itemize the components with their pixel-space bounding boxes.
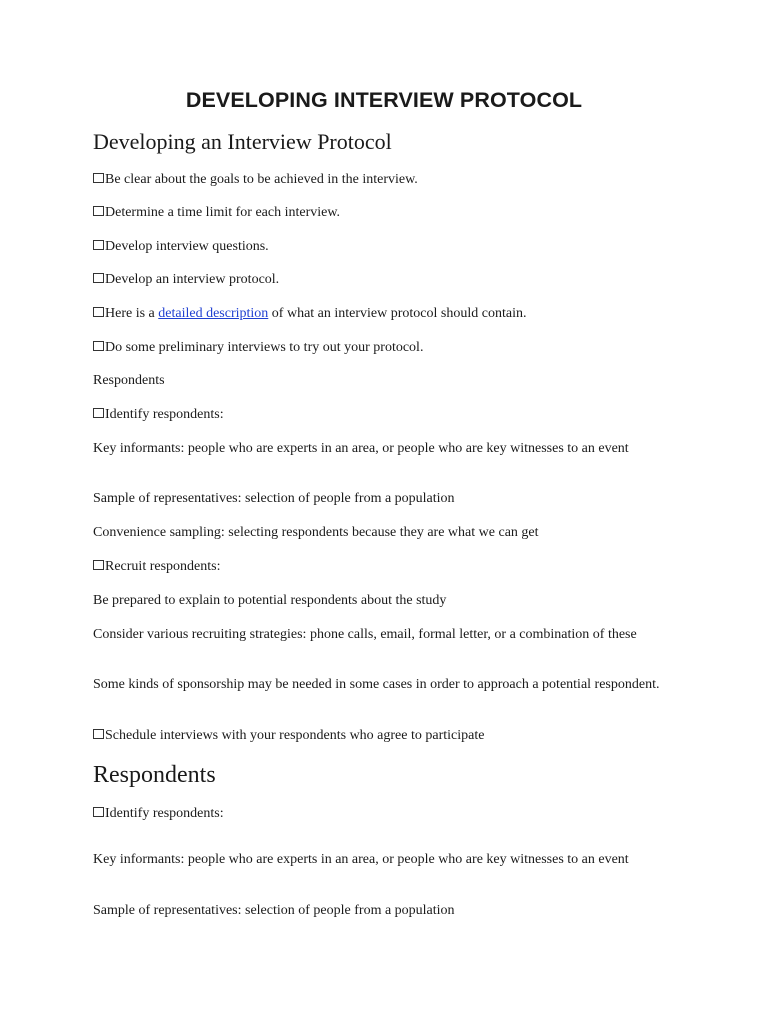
- checkbox-icon: [93, 273, 104, 283]
- list-item-text: Schedule interviews with your respondents who agree to participate: [105, 728, 485, 743]
- list-item-text: Develop an interview protocol.: [105, 272, 280, 287]
- list-item: [93, 271, 673, 288]
- checkbox-icon: [93, 240, 104, 250]
- sponsorship-paragraph: Some kinds of sponsorship may be needed in some cases in order to approach a potential respondent.: [93, 677, 660, 692]
- list-item-text: Do some preliminary interviews to try out your protocol.: [105, 340, 424, 355]
- checkbox-icon: [93, 729, 104, 739]
- list-item: [93, 406, 673, 423]
- link-line-suffix: of what an interview protocol should contain.: [268, 306, 527, 321]
- list-item: [93, 558, 673, 575]
- list-item: [93, 727, 673, 744]
- checkbox-icon: [93, 307, 104, 317]
- link-line-prefix: Here is a: [105, 306, 159, 321]
- detailed-description-link[interactable]: detailed description: [158, 306, 269, 321]
- respondents-label: Respondents: [93, 373, 165, 388]
- list-item: [93, 171, 673, 188]
- document-subtitle: Developing an Interview Protocol: [93, 129, 392, 154]
- list-item-text: Be clear about the goals to be achieved in the interview.: [105, 172, 418, 187]
- recruiting-strategies-paragraph: Consider various recruiting strategies: phone calls, email, formal letter, or a combination of these: [93, 627, 637, 642]
- checkbox-icon: [93, 341, 104, 351]
- sample-representatives-paragraph: Sample of representatives: selection of people from a population: [93, 491, 455, 506]
- list-item-text: Identify respondents:: [105, 407, 224, 422]
- checkbox-icon: [93, 408, 104, 418]
- list-item-text: Identify respondents:: [105, 806, 224, 821]
- list-item-with-link: [93, 305, 673, 322]
- document-title: DEVELOPING INTERVIEW PROTOCOL: [185, 88, 583, 112]
- list-item-text: Develop interview questions.: [105, 239, 269, 254]
- key-informants-paragraph: Key informants: people who are experts in an area, or people who are key witnesses to an event: [93, 441, 629, 456]
- checkbox-icon: [93, 206, 104, 216]
- list-item: [93, 805, 673, 822]
- checkbox-icon: [93, 173, 104, 183]
- be-prepared-paragraph: Be prepared to explain to potential respondents about the study: [93, 593, 447, 608]
- convenience-sampling-paragraph: Convenience sampling: selecting respondents because they are what we can get: [93, 525, 539, 540]
- section-sample-paragraph: Sample of representatives: selection of people from a population: [93, 903, 455, 918]
- list-item: [93, 238, 673, 255]
- checkbox-icon: [93, 560, 104, 570]
- checkbox-icon: [93, 807, 104, 817]
- list-item: [93, 204, 673, 221]
- section-heading: Respondents: [93, 762, 216, 788]
- list-item-text: Determine a time limit for each interview.: [105, 205, 341, 220]
- section-key-informants-paragraph: Key informants: people who are experts in an area, or people who are key witnesses to an event: [93, 852, 629, 867]
- list-item-text: Recruit respondents:: [105, 559, 221, 574]
- list-item: [93, 339, 673, 356]
